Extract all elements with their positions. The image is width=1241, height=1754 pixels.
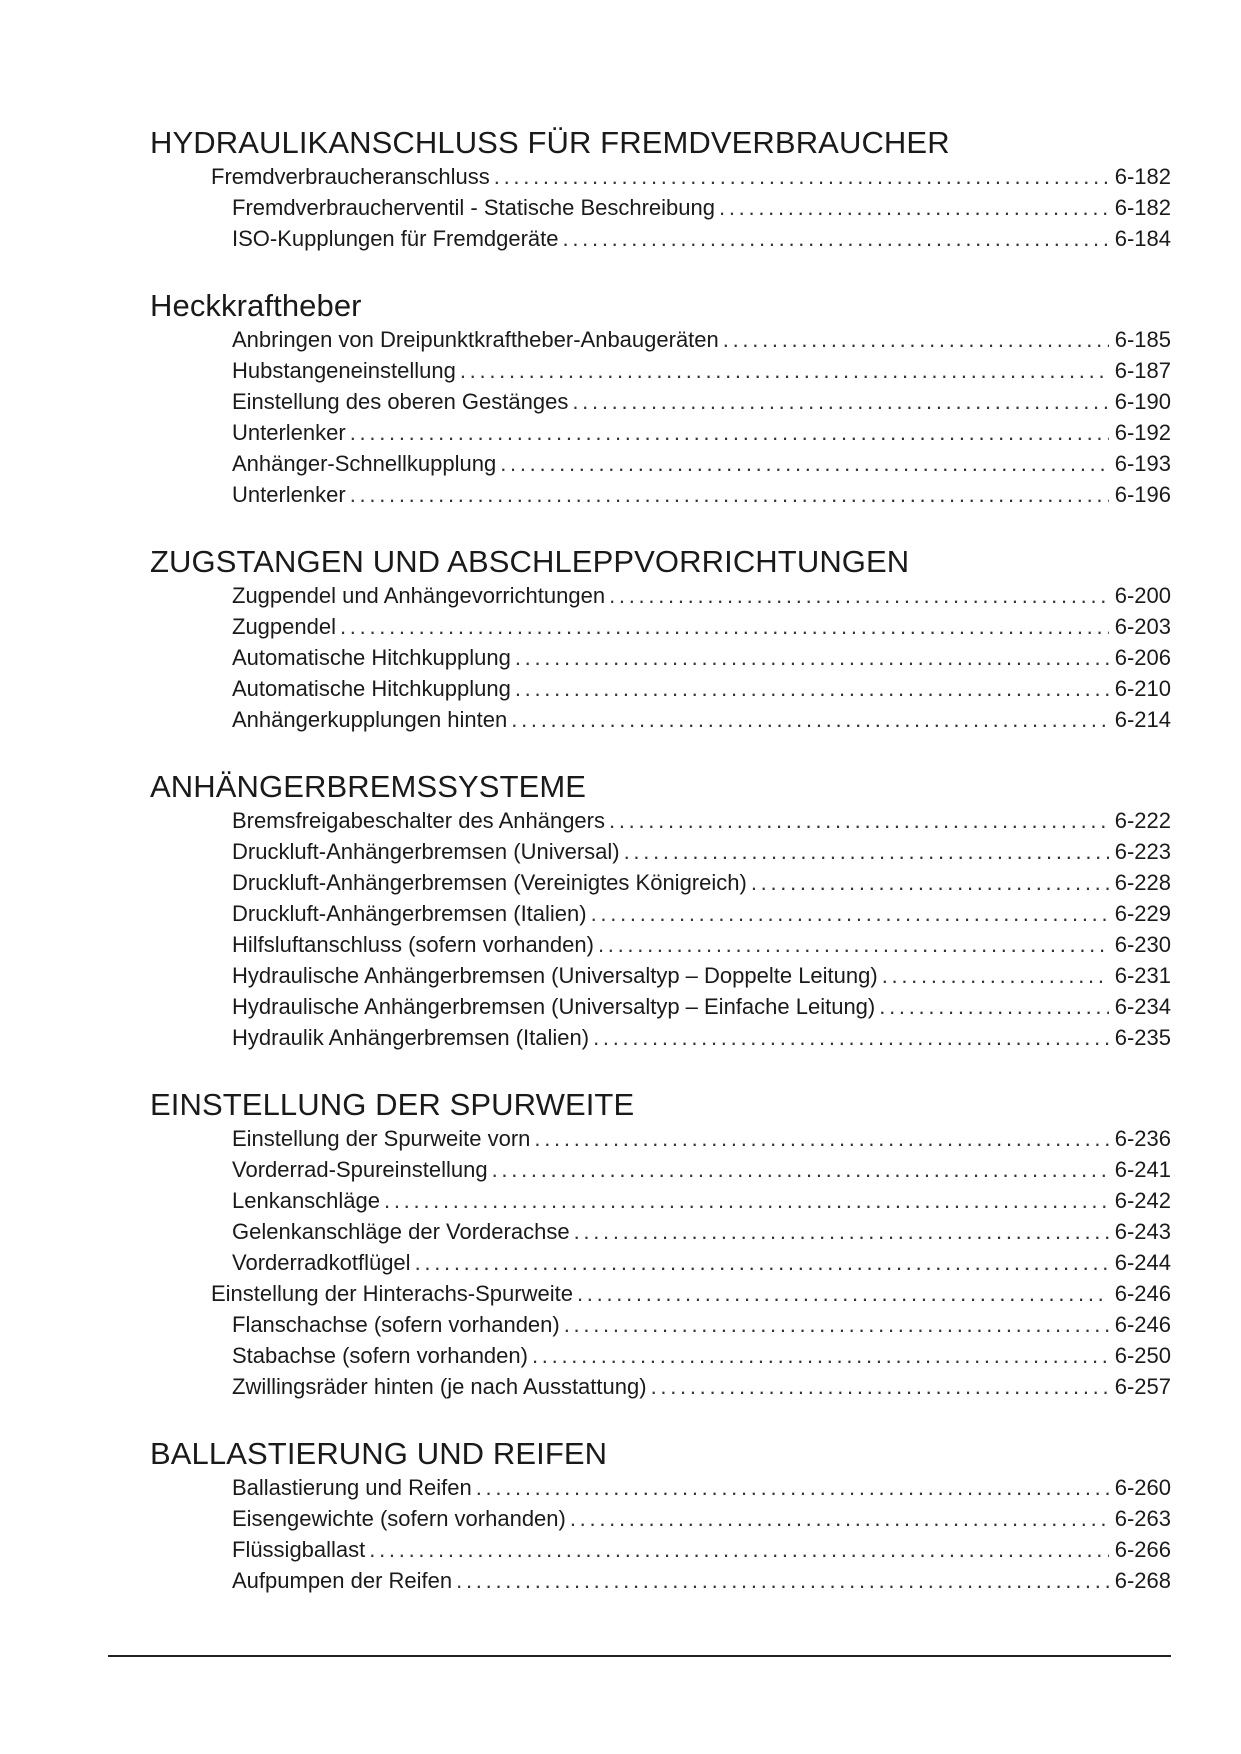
dot-leader — [350, 479, 1109, 510]
toc-entry-label: Einstellung des oberen Gestänges — [232, 389, 569, 414]
toc-entry-label: Anhängerkupplungen hinten — [232, 707, 508, 732]
toc-entry[interactable] — [150, 991, 1171, 1022]
toc-entry[interactable] — [150, 192, 1171, 223]
toc-entry-label: Zugpendel und Anhängevorrichtungen — [232, 583, 606, 608]
toc-entry-page: 6-257 — [1114, 1374, 1171, 1399]
toc-entry-label: Anbringen von Dreipunktkraftheber-Anbaugeräten — [232, 327, 719, 352]
toc-entry-page: 6-260 — [1114, 1475, 1171, 1500]
toc-entry-page: 6-242 — [1114, 1188, 1171, 1213]
toc-entry-label: Hydraulische Anhängerbremsen (Universaltyp – Doppelte Leitung) — [232, 963, 878, 988]
dot-leader — [563, 223, 1109, 254]
toc-entry-label: Ballastierung und Reifen — [232, 1475, 472, 1500]
toc-entry-label: Fremdverbraucheranschluss — [211, 164, 490, 189]
toc-entry[interactable] — [150, 1022, 1171, 1053]
toc-entry-list — [150, 1123, 1171, 1402]
toc-entry-label: Gelenkanschläge der Vorderachse — [232, 1219, 570, 1244]
toc-entry-page: 6-235 — [1114, 1025, 1171, 1050]
dot-leader — [564, 1309, 1109, 1340]
dot-leader — [492, 1154, 1109, 1185]
toc-entry[interactable] — [150, 704, 1171, 735]
toc-entry-page: 6-268 — [1114, 1568, 1171, 1593]
toc-entry-page: 6-196 — [1114, 482, 1171, 507]
toc-entry-label: ISO-Kupplungen für Fremdgeräte — [232, 226, 559, 251]
toc-entry-page: 6-190 — [1114, 389, 1171, 414]
dot-leader — [577, 1278, 1109, 1309]
toc-entry-label: Flüssigballast — [232, 1537, 366, 1562]
toc-entry[interactable] — [150, 448, 1171, 479]
toc-entry[interactable] — [150, 929, 1171, 960]
dot-leader — [500, 448, 1109, 479]
toc-entry[interactable] — [150, 1472, 1171, 1503]
toc-entry[interactable] — [150, 355, 1171, 386]
toc-entry[interactable] — [150, 1340, 1171, 1371]
toc-entry[interactable] — [150, 1216, 1171, 1247]
toc-entry[interactable] — [150, 611, 1171, 642]
dot-leader — [515, 673, 1109, 704]
toc-entry-page: 6-266 — [1114, 1537, 1171, 1562]
toc-entry[interactable] — [150, 1185, 1171, 1216]
toc-entry[interactable] — [150, 580, 1171, 611]
toc-entry-label: Vorderradkotflügel — [232, 1250, 411, 1275]
toc-entry[interactable] — [150, 867, 1171, 898]
toc-entry[interactable] — [150, 805, 1171, 836]
toc-entry-label: Einstellung der Spurweite vorn — [232, 1126, 531, 1151]
toc-entry-label: Hubstangeneinstellung — [232, 358, 456, 383]
dot-leader — [879, 991, 1108, 1022]
toc-entry[interactable] — [150, 642, 1171, 673]
dot-leader — [609, 580, 1109, 611]
toc-entry-page: 6-203 — [1114, 614, 1171, 639]
toc-entry-label: Vorderrad-Spureinstellung — [232, 1157, 488, 1182]
section-title: Heckkraftheber — [150, 288, 362, 323]
toc-entry[interactable] — [150, 836, 1171, 867]
toc-entry[interactable] — [150, 1123, 1171, 1154]
toc-entry-label: Unterlenker — [232, 420, 346, 445]
toc-entry[interactable] — [150, 673, 1171, 704]
toc-entry-page: 6-229 — [1114, 901, 1171, 926]
toc-entry-page: 6-185 — [1114, 327, 1171, 352]
toc-entry[interactable] — [150, 1565, 1171, 1596]
dot-leader — [882, 960, 1109, 991]
toc-entry-page: 6-241 — [1114, 1157, 1171, 1182]
toc-entry-page: 6-263 — [1114, 1506, 1171, 1531]
toc-entry-label: Zwillingsräder hinten (je nach Ausstattung) — [232, 1374, 647, 1399]
toc-entry-page: 6-246 — [1114, 1281, 1171, 1306]
toc-entry[interactable] — [150, 1534, 1171, 1565]
dot-leader — [624, 836, 1109, 867]
toc-entry-page: 6-230 — [1114, 932, 1171, 957]
toc-entry-label: Einstellung der Hinterachs-Spurweite — [211, 1281, 573, 1306]
toc-entry[interactable] — [150, 1247, 1171, 1278]
dot-leader — [719, 192, 1109, 223]
toc-entry-page: 6-192 — [1114, 420, 1171, 445]
toc-entry[interactable] — [150, 960, 1171, 991]
toc-entry-label: Anhänger-Schnellkupplung — [232, 451, 497, 476]
section-title: HYDRAULIKANSCHLUSS FÜR FREMDVERBRAUCHER — [150, 125, 950, 160]
section-title: EINSTELLUNG DER SPURWEITE — [150, 1087, 635, 1122]
toc-entry-page: 6-184 — [1114, 226, 1171, 251]
toc-entry[interactable] — [150, 161, 1171, 192]
dot-leader — [534, 1123, 1108, 1154]
toc-entry-label: Hydraulik Anhängerbremsen (Italien) — [232, 1025, 590, 1050]
dot-leader — [350, 417, 1109, 448]
section-title: ANHÄNGERBREMSSYSTEME — [150, 769, 587, 804]
toc-entry[interactable] — [150, 1278, 1171, 1309]
toc-section — [150, 769, 1171, 1053]
toc-section — [150, 288, 1171, 510]
dot-leader — [415, 1247, 1109, 1278]
toc-entry-label: Druckluft-Anhängerbremsen (Italien) — [232, 901, 587, 926]
toc-section — [150, 125, 1171, 254]
toc-entry-label: Hydraulische Anhängerbremsen (Universaltyp – Einfache Leitung) — [232, 994, 876, 1019]
toc-entry-page: 6-223 — [1114, 839, 1171, 864]
toc-entry-page: 6-234 — [1114, 994, 1171, 1019]
toc-entry-label: Lenkanschläge — [232, 1188, 381, 1213]
toc-entry-label: Druckluft-Anhängerbremsen (Vereinigtes Königreich) — [232, 870, 747, 895]
toc-entry-label: Aufpumpen der Reifen — [232, 1568, 453, 1593]
dot-leader — [751, 867, 1109, 898]
dot-leader — [460, 355, 1109, 386]
dot-leader — [369, 1534, 1108, 1565]
toc-entry-page: 6-243 — [1114, 1219, 1171, 1244]
dot-leader — [598, 929, 1109, 960]
toc-entry-page: 6-210 — [1114, 676, 1171, 701]
dot-leader — [609, 805, 1109, 836]
toc-entry-list — [150, 161, 1171, 254]
toc-entry-label: Flanschachse (sofern vorhanden) — [232, 1312, 560, 1337]
toc-entry-label: Stabachse (sofern vorhanden) — [232, 1343, 528, 1368]
toc-entry-page: 6-206 — [1114, 645, 1171, 670]
toc-entry-label: Automatische Hitchkupplung — [232, 676, 511, 701]
toc-entry-list — [150, 580, 1171, 735]
toc-entry[interactable] — [150, 1503, 1171, 1534]
toc-entry-label: Bremsfreigabeschalter des Anhängers — [232, 808, 605, 833]
toc-entry[interactable] — [150, 898, 1171, 929]
dot-leader — [494, 161, 1109, 192]
toc-entry-page: 6-246 — [1114, 1312, 1171, 1337]
toc-entry[interactable] — [150, 386, 1171, 417]
toc-entry-list — [150, 324, 1171, 510]
toc-entry-page: 6-236 — [1114, 1126, 1171, 1151]
dot-leader — [515, 642, 1109, 673]
toc-entry-label: Fremdverbraucherventil - Statische Beschreibung — [232, 195, 716, 220]
toc-section — [150, 544, 1171, 735]
toc-entry-page: 6-244 — [1114, 1250, 1171, 1275]
toc-entry-page: 6-214 — [1114, 707, 1171, 732]
toc-entry-label: Eisengewichte (sofern vorhanden) — [232, 1506, 566, 1531]
toc-entry-page: 6-187 — [1114, 358, 1171, 383]
toc-entry[interactable] — [150, 1371, 1171, 1402]
table-of-contents — [150, 125, 1171, 1630]
toc-entry-list — [150, 805, 1171, 1053]
toc-entry-page: 6-182 — [1114, 195, 1171, 220]
toc-entry[interactable] — [150, 324, 1171, 355]
dot-leader — [511, 704, 1108, 735]
footer-rule — [108, 1655, 1171, 1657]
dot-leader — [723, 324, 1109, 355]
toc-entry-label: Unterlenker — [232, 482, 346, 507]
dot-leader — [384, 1185, 1109, 1216]
toc-entry-label: Automatische Hitchkupplung — [232, 645, 511, 670]
toc-entry-page: 6-228 — [1114, 870, 1171, 895]
toc-entry-page: 6-231 — [1114, 963, 1171, 988]
toc-entry-label: Druckluft-Anhängerbremsen (Universal) — [232, 839, 620, 864]
dot-leader — [456, 1565, 1109, 1596]
dot-leader — [340, 611, 1109, 642]
dot-leader — [593, 1022, 1109, 1053]
dot-leader — [651, 1371, 1109, 1402]
dot-leader — [570, 1503, 1109, 1534]
dot-leader — [574, 1216, 1109, 1247]
toc-entry-label: Hilfsluftanschluss (sofern vorhanden) — [232, 932, 594, 957]
dot-leader — [532, 1340, 1109, 1371]
toc-section — [150, 1087, 1171, 1402]
dot-leader — [476, 1472, 1109, 1503]
section-title: ZUGSTANGEN UND ABSCHLEPPVORRICHTUNGEN — [150, 544, 910, 579]
toc-entry[interactable] — [150, 223, 1171, 254]
toc-entry-page: 6-182 — [1114, 164, 1171, 189]
toc-entry[interactable] — [150, 479, 1171, 510]
dot-leader — [591, 898, 1109, 929]
toc-entry[interactable] — [150, 1154, 1171, 1185]
toc-entry-page: 6-200 — [1114, 583, 1171, 608]
toc-entry-label: Zugpendel — [232, 614, 336, 639]
toc-entry-page: 6-250 — [1114, 1343, 1171, 1368]
section-title: BALLASTIERUNG UND REIFEN — [150, 1436, 608, 1471]
toc-entry-page: 6-193 — [1114, 451, 1171, 476]
toc-entry-list — [150, 1472, 1171, 1596]
toc-entry-page: 6-222 — [1114, 808, 1171, 833]
toc-section — [150, 1436, 1171, 1596]
dot-leader — [572, 386, 1108, 417]
toc-entry[interactable] — [150, 1309, 1171, 1340]
toc-entry[interactable] — [150, 417, 1171, 448]
